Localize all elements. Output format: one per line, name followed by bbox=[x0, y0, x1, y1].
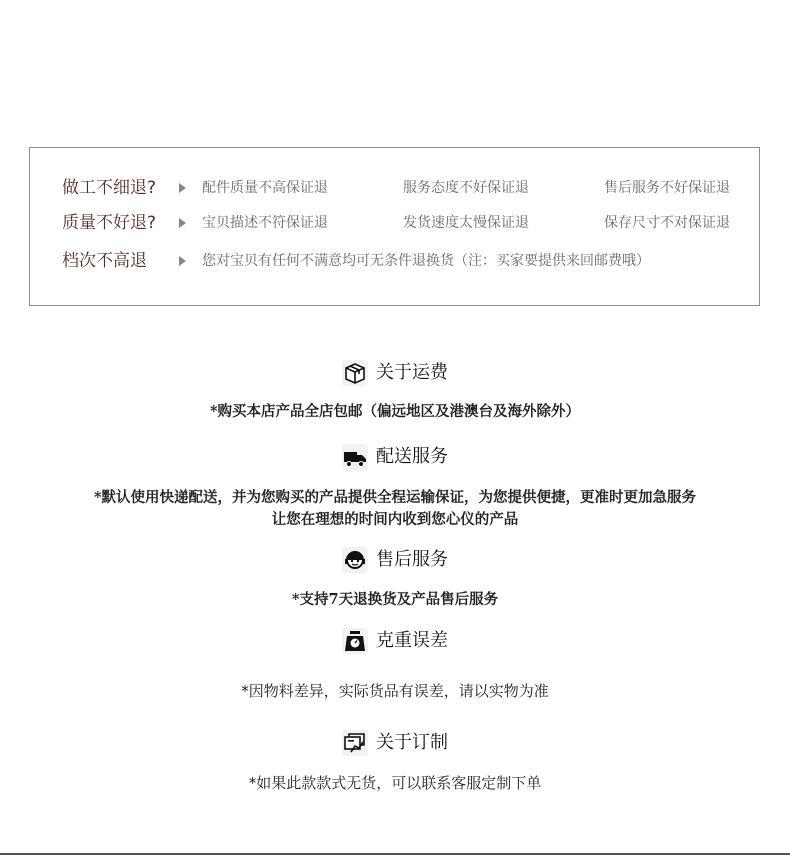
section-title: 关于订制 bbox=[376, 732, 448, 753]
guarantee-item: 您对宝贝有任何不满意均可无条件退换货（注：买家要提供来回邮费哦） bbox=[202, 253, 650, 269]
section-title: 售后服务 bbox=[376, 549, 448, 570]
triangle-right-icon bbox=[179, 256, 186, 266]
section-aftersales-text: *支持7天退换货及产品售后服务 bbox=[291, 591, 499, 608]
section-shipping-text: *购买本店产品全店包邮（偏远地区及港澳台及海外除外） bbox=[209, 403, 581, 420]
triangle-right-icon bbox=[179, 183, 186, 193]
guarantee-row bbox=[30, 176, 759, 200]
section-weight-header bbox=[0, 626, 790, 656]
scale-icon bbox=[342, 628, 368, 654]
guarantee-title: 质量不好退? bbox=[62, 213, 157, 233]
section-delivery-text-line2: 让您在理想的时间内收到您心仪的产品 bbox=[271, 511, 519, 528]
guarantee-item: 宝贝描述不符保证退 bbox=[202, 215, 328, 231]
section-custom-text: *如果此款款式无货，可以联系客服定制下单 bbox=[248, 774, 542, 792]
guarantee-item: 服务态度不好保证退 bbox=[403, 180, 529, 196]
package-icon bbox=[342, 360, 368, 386]
section-shipping-header bbox=[0, 358, 790, 388]
guarantee-box bbox=[29, 147, 760, 306]
guarantee-row bbox=[30, 249, 759, 273]
section-title: 配送服务 bbox=[376, 446, 448, 467]
custom-order-icon bbox=[342, 730, 368, 756]
bottom-divider bbox=[0, 853, 790, 855]
guarantee-row bbox=[30, 211, 759, 235]
section-delivery-text-line1: *默认使用快递配送，并为您购买的产品提供全程运输保证，为您提供便捷，更准时更加急服务 bbox=[93, 489, 697, 506]
guarantee-title: 档次不高退 bbox=[62, 251, 147, 271]
section-delivery-header bbox=[0, 442, 790, 472]
section-aftersales-header bbox=[0, 545, 790, 575]
guarantee-title: 做工不细退? bbox=[62, 178, 157, 198]
section-weight-text: *因物料差异，实际货品有误差，请以实物为准 bbox=[241, 682, 549, 700]
guarantee-item: 发货速度太慢保证退 bbox=[403, 215, 529, 231]
section-custom-header bbox=[0, 728, 790, 758]
triangle-right-icon bbox=[179, 218, 186, 228]
section-title: 克重误差 bbox=[376, 630, 448, 651]
guarantee-item: 售后服务不好保证退 bbox=[604, 180, 730, 196]
guarantee-item: 配件质量不高保证退 bbox=[202, 180, 328, 196]
section-title: 关于运费 bbox=[376, 362, 448, 383]
guarantee-item: 保存尺寸不对保证退 bbox=[604, 215, 730, 231]
support-agent-icon bbox=[342, 547, 368, 573]
truck-icon bbox=[342, 444, 368, 470]
